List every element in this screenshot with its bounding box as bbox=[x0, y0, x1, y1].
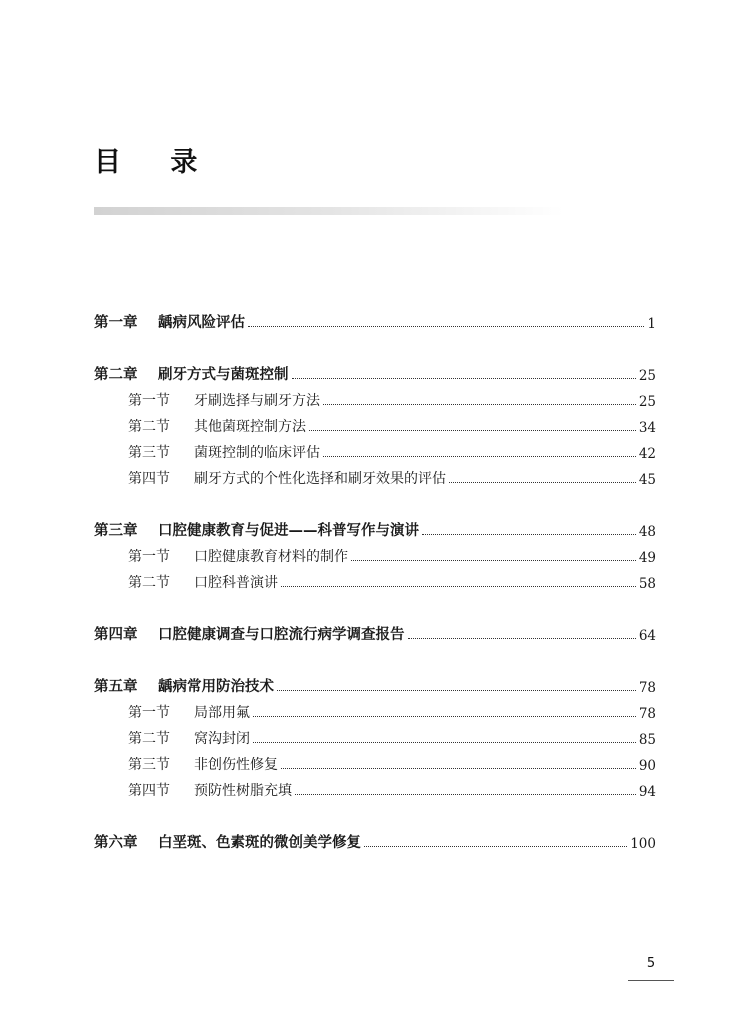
toc-entry-number: 第四节 bbox=[128, 783, 170, 799]
toc-page-number: 49 bbox=[638, 550, 656, 566]
toc-page-number: 100 bbox=[630, 836, 656, 852]
toc-entry-number: 第一节 bbox=[128, 549, 170, 565]
toc-entry-title: 龋病风险评估 bbox=[158, 315, 245, 331]
toc-chapter-entry[interactable] bbox=[94, 358, 656, 384]
toc-page-number: 25 bbox=[638, 368, 656, 384]
toc-entry-number: 第二节 bbox=[128, 731, 170, 747]
toc-entry-number: 第五章 bbox=[94, 679, 138, 695]
toc-page-number: 25 bbox=[638, 394, 656, 410]
dot-leader bbox=[281, 768, 636, 769]
title-underline-bar bbox=[94, 207, 564, 215]
toc-entry-title: 口腔科普演讲 bbox=[194, 575, 278, 591]
toc-entry-number: 第三章 bbox=[94, 523, 138, 539]
toc-entry-label bbox=[128, 390, 320, 410]
toc-entry-label bbox=[94, 311, 245, 332]
toc-page-number: 78 bbox=[638, 706, 656, 722]
dot-leader bbox=[281, 586, 636, 587]
toc-entry-number: 第四节 bbox=[128, 471, 170, 487]
toc-page-number: 85 bbox=[638, 732, 656, 748]
toc-entry-label bbox=[94, 831, 361, 852]
toc-entry-title: 牙刷选择与刷牙方法 bbox=[194, 393, 320, 409]
dot-leader bbox=[364, 846, 627, 847]
toc-entry-title: 窝沟封闭 bbox=[194, 731, 250, 747]
toc-page-number: 1 bbox=[647, 316, 656, 332]
toc-entry-number: 第二章 bbox=[94, 367, 138, 383]
dot-leader bbox=[323, 456, 636, 457]
toc-section-entry[interactable] bbox=[94, 748, 656, 774]
toc-section-entry[interactable] bbox=[94, 436, 656, 462]
toc-page-number: 78 bbox=[638, 680, 656, 696]
dot-leader bbox=[292, 378, 636, 379]
toc-entry-title: 刷牙方式与菌斑控制 bbox=[158, 367, 289, 383]
toc-entry-number: 第三节 bbox=[128, 757, 170, 773]
toc-entry-title: 口腔健康教育与促进——科普写作与演讲 bbox=[158, 523, 419, 539]
toc-entry-label bbox=[94, 363, 289, 384]
toc-entry-label bbox=[128, 546, 348, 566]
toc-entry-label bbox=[94, 675, 274, 696]
toc-page-number: 45 bbox=[638, 472, 656, 488]
dot-leader bbox=[277, 690, 636, 691]
toc-entry-number: 第三节 bbox=[128, 445, 170, 461]
dot-leader bbox=[248, 326, 644, 327]
toc-entry-title: 口腔健康调查与口腔流行病学调查报告 bbox=[158, 627, 405, 643]
dot-leader bbox=[351, 560, 636, 561]
toc-chapter-entry[interactable] bbox=[94, 670, 656, 696]
toc-entry-label bbox=[128, 468, 446, 488]
toc-page-number: 90 bbox=[638, 758, 656, 774]
toc-page-number: 58 bbox=[638, 576, 656, 592]
toc-page-number: 94 bbox=[638, 784, 656, 800]
table-of-contents bbox=[94, 306, 656, 852]
toc-entry-label bbox=[128, 442, 320, 462]
toc-entry-label bbox=[128, 754, 278, 774]
dot-leader bbox=[422, 534, 636, 535]
toc-section-entry[interactable] bbox=[94, 462, 656, 488]
dot-leader bbox=[295, 794, 636, 795]
toc-entry-title: 刷牙方式的个性化选择和刷牙效果的评估 bbox=[194, 471, 446, 487]
toc-entry-label bbox=[128, 780, 292, 800]
toc-section-entry[interactable] bbox=[94, 774, 656, 800]
toc-section-entry[interactable] bbox=[94, 410, 656, 436]
toc-entry-label bbox=[94, 519, 419, 540]
dot-leader bbox=[408, 638, 636, 639]
toc-entry-title: 口腔健康教育材料的制作 bbox=[194, 549, 348, 565]
toc-page-number: 34 bbox=[638, 420, 656, 436]
toc-section-entry[interactable] bbox=[94, 696, 656, 722]
toc-entry-title: 局部用氟 bbox=[194, 705, 250, 721]
toc-entry-number: 第二节 bbox=[128, 575, 170, 591]
toc-entry-number: 第一节 bbox=[128, 705, 170, 721]
toc-entry-number: 第一章 bbox=[94, 315, 138, 331]
toc-entry-number: 第六章 bbox=[94, 835, 138, 851]
toc-page-number: 64 bbox=[638, 628, 656, 644]
toc-page-number: 48 bbox=[638, 524, 656, 540]
toc-section-entry[interactable] bbox=[94, 384, 656, 410]
page-number-rule bbox=[628, 980, 674, 981]
toc-chapter-entry[interactable] bbox=[94, 514, 656, 540]
toc-entry-title: 菌斑控制的临床评估 bbox=[194, 445, 320, 461]
toc-page-number: 42 bbox=[638, 446, 656, 462]
toc-section-entry[interactable] bbox=[94, 566, 656, 592]
dot-leader bbox=[323, 404, 636, 405]
toc-entry-label bbox=[94, 623, 405, 644]
toc-entry-title: 非创伤性修复 bbox=[194, 757, 278, 773]
toc-entry-label bbox=[128, 702, 250, 722]
toc-chapter-entry[interactable] bbox=[94, 306, 656, 332]
toc-entry-label bbox=[128, 416, 306, 436]
toc-chapter-entry[interactable] bbox=[94, 618, 656, 644]
dot-leader bbox=[253, 716, 636, 717]
toc-section-entry[interactable] bbox=[94, 540, 656, 566]
toc-entry-title: 白垩斑、色素斑的微创美学修复 bbox=[158, 835, 361, 851]
dot-leader bbox=[253, 742, 636, 743]
page-number: 5 bbox=[646, 956, 656, 971]
toc-entry-label bbox=[128, 572, 278, 592]
toc-section-entry[interactable] bbox=[94, 722, 656, 748]
dot-leader bbox=[449, 482, 636, 483]
toc-entry-title: 预防性树脂充填 bbox=[194, 783, 292, 799]
toc-entry-title: 其他菌斑控制方法 bbox=[194, 419, 306, 435]
toc-entry-title: 龋病常用防治技术 bbox=[158, 679, 274, 695]
toc-entry-number: 第四章 bbox=[94, 627, 138, 643]
toc-chapter-entry[interactable] bbox=[94, 826, 656, 852]
toc-entry-label bbox=[128, 728, 250, 748]
dot-leader bbox=[309, 430, 636, 431]
page-title: 目 录 bbox=[94, 147, 218, 178]
toc-entry-number: 第一节 bbox=[128, 393, 170, 409]
toc-entry-number: 第二节 bbox=[128, 419, 170, 435]
